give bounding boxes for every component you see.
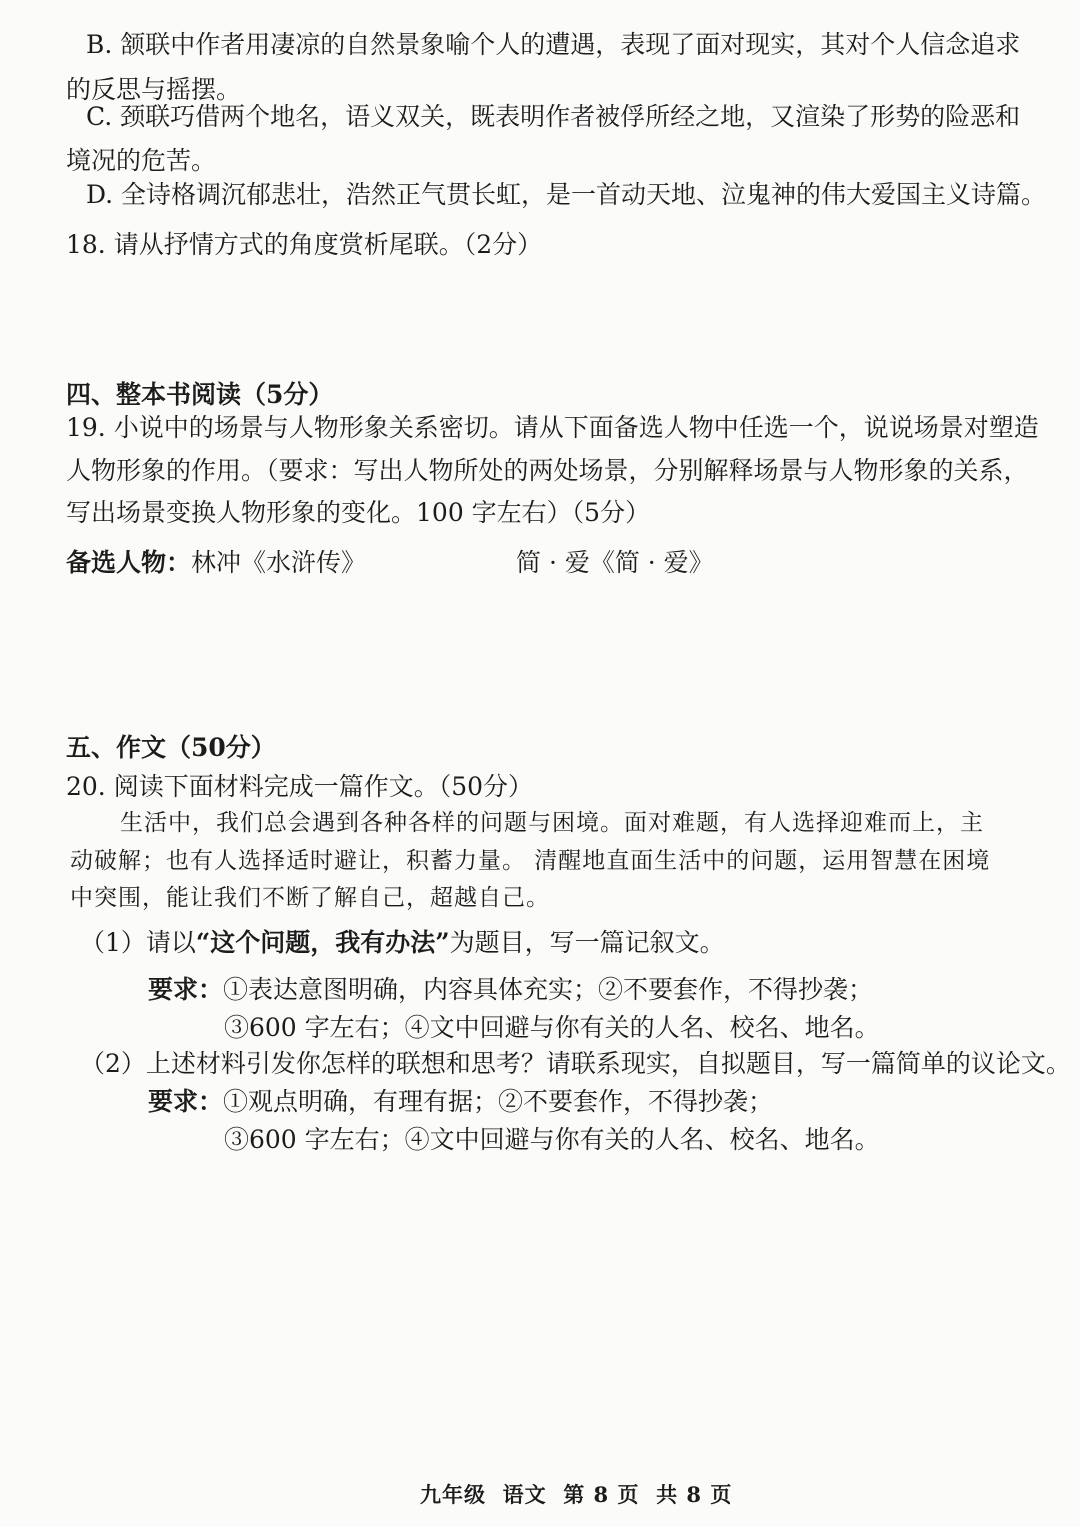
option-2-requirements-2: ③600 字左右；④文中回避与你有关的人名、校名、地名。 — [224, 1125, 880, 1154]
material-line2: 动破解；也有人选择适时避让，积蓄力量。 清醒地直面生活中的问题，运用智慧在困境 — [70, 848, 991, 874]
q17-option-b-line1: B. 颔联中作者用凄凉的自然景象喻个人的遭遇，表现了面对现实，其对个人信念追求 — [86, 30, 1021, 59]
option-2-req1-text: ①观点明确，有理有据；②不要套作，不得抄袭； — [223, 1087, 774, 1116]
q17-option-b-line2: 的反思与摇摆。 — [66, 75, 242, 104]
candidate-jane-eyre: 简 · 爱《简 · 爱》 — [516, 548, 714, 577]
option-2-prompt: （2）上述材料引发你怎样的联想和思考？请联系现实，自拟题目，写一篇简单的议论文。 — [80, 1049, 1071, 1078]
option-2-requirements-1 — [148, 1087, 773, 1117]
requirements-label: 要求： — [148, 975, 224, 1004]
option-1-prompt — [80, 928, 725, 958]
page-footer: 九年级 语文 第 8 页 共 8 页 — [420, 1482, 733, 1507]
section-4-heading: 四、整本书阅读（5分） — [66, 380, 334, 409]
material-line3: 中突围，能让我们不断了解自己，超越自己。 — [70, 885, 550, 911]
option-1-prefix: （1）请以 — [80, 928, 196, 957]
section-5-heading: 五、作文（50分） — [66, 733, 276, 762]
option-1-suffix: 为题目，写一篇记叙文。 — [449, 928, 725, 957]
candidate-lin-chong: 林冲《水浒传》 — [191, 548, 367, 577]
candidates-label: 备选人物： — [66, 548, 192, 577]
question-18: 18. 请从抒情方式的角度赏析尾联。（2分） — [66, 230, 543, 259]
option-1-requirements-1 — [148, 975, 873, 1005]
option-1-req1-text: ①表达意图明确，内容具体充实；②不要套作，不得抄袭； — [223, 975, 874, 1004]
material-line1: 生活中，我们总会遇到各种各样的问题与困境。面对难题，有人选择迎难而上，主 — [120, 810, 984, 836]
q17-option-c-line1: C. 颈联巧借两个地名，语义双关，既表明作者被俘所经之地，又渲染了形势的险恶和 — [86, 102, 1021, 131]
question-19-line1: 19. 小说中的场景与人物形象关系密切。请从下面备选人物中任选一个，说说场景对塑造 — [66, 413, 1039, 442]
option-1-requirements-2: ③600 字左右；④文中回避与你有关的人名、校名、地名。 — [224, 1013, 880, 1042]
q17-option-d: D. 全诗格调沉郁悲壮，浩然正气贯长虹，是一首动天地、泣鬼神的伟大爱国主义诗篇。 — [86, 180, 1047, 209]
q17-option-c-line2: 境况的危苦。 — [66, 146, 217, 175]
question-20: 20. 阅读下面材料完成一篇作文。（50分） — [66, 772, 534, 801]
question-19-line2: 人物形象的作用。（要求：写出人物所处的两处场景，分别解释场景与人物形象的关系， — [66, 456, 1029, 485]
option-1-title: “这个问题，我有办法” — [195, 928, 450, 957]
requirements-label: 要求： — [148, 1087, 224, 1116]
candidates-row — [66, 548, 366, 578]
question-19-line3: 写出场景变换人物形象的变化。100 字左右）（5分） — [66, 498, 651, 527]
